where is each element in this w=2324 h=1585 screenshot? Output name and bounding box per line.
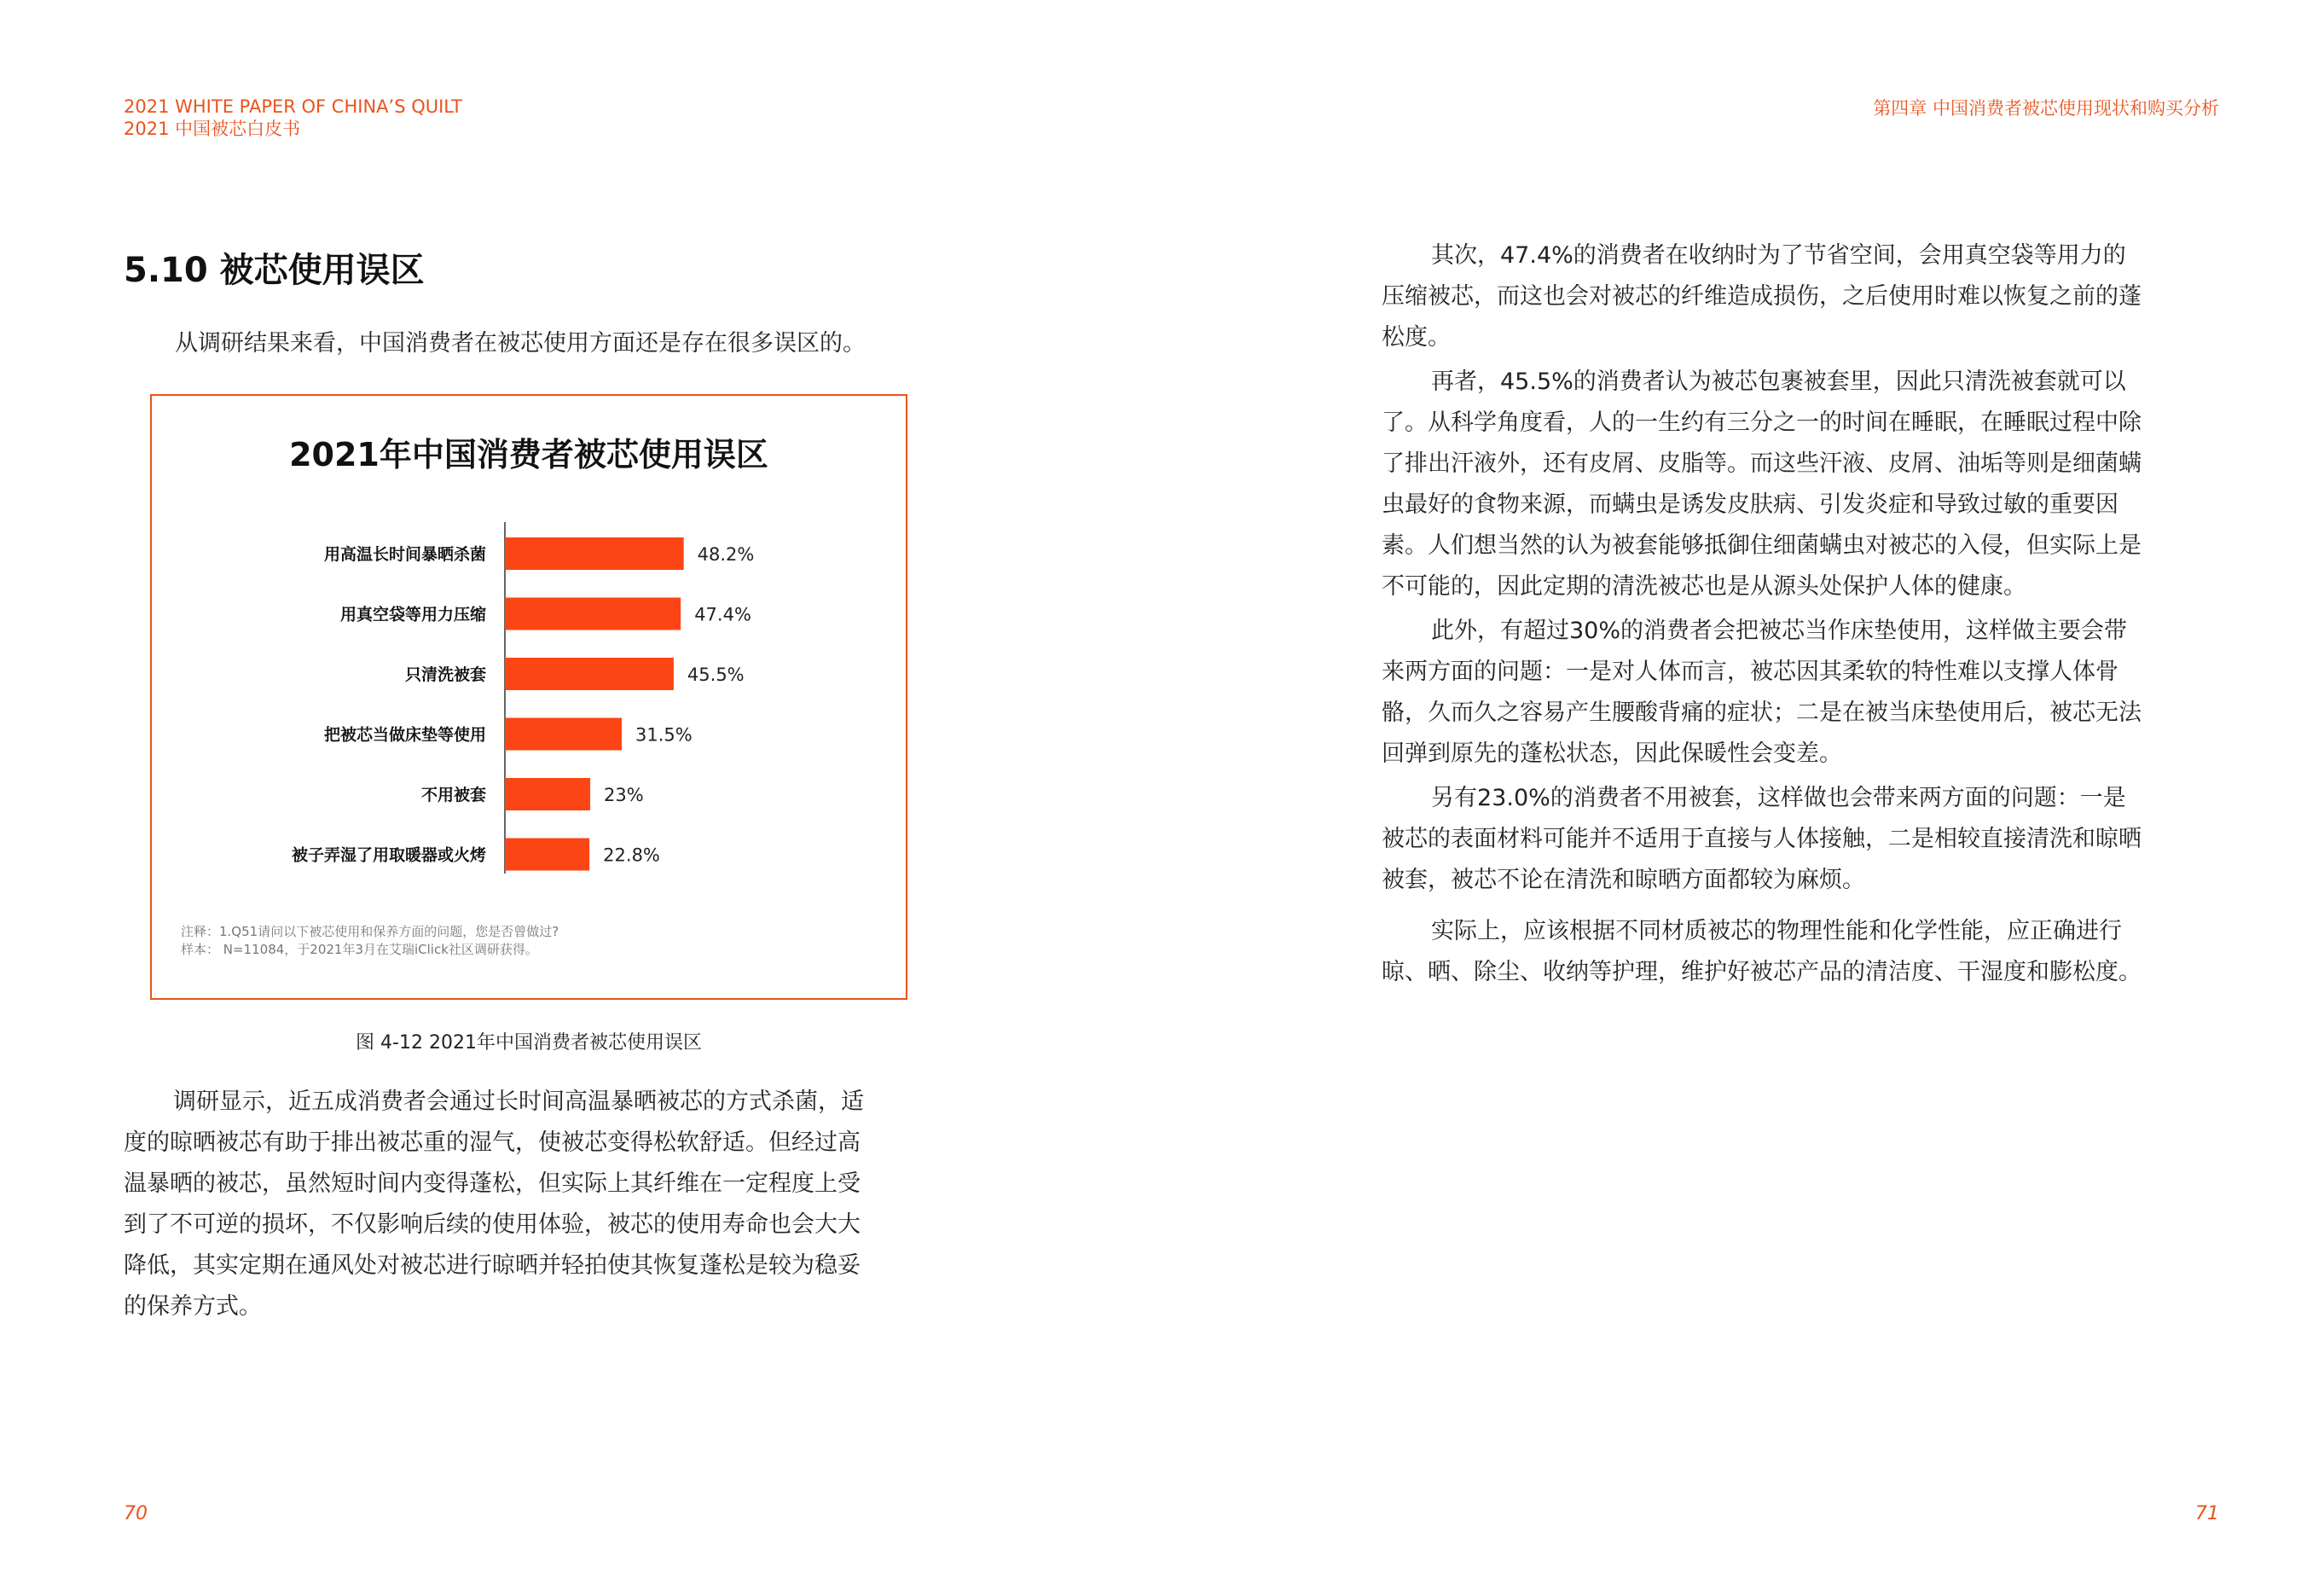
paragraph-line: 来两方面的问题：一是对人体而言，被芯因其柔软的特性难以支撑人体骨 (1382, 659, 2118, 685)
paragraph-line: 其次，47.4%的消费者在收纳时为了节省空间，会用真空袋等用力的 (1431, 242, 2126, 269)
bar-category-label: 只清洗被套 (404, 665, 486, 684)
right-paragraph-3 (1382, 611, 2217, 775)
paragraph-line: 的保养方式。 (124, 1293, 262, 1320)
paragraph-line: 降低，其实定期在通风处对被芯进行晾晒并轻拍使其恢复蓬松是较为稳妥 (124, 1252, 861, 1279)
paragraph-line: 晾、晒、除尘、收纳等护理，维护好被芯产品的清洁度、干湿度和膨松度。 (1382, 959, 2141, 985)
paragraph-line: 了。从科学角度看，人的一生约有三分之一的时间在睡眠，在睡眠过程中除 (1382, 409, 2141, 436)
bar (505, 718, 622, 751)
paragraph-line: 骼，久而久之容易产生腰酸背痛的症状；二是在被当床垫使用后，被芯无法 (1382, 700, 2141, 726)
bar (505, 537, 684, 570)
bar-category-label: 不用被套 (420, 786, 486, 804)
paragraph-line: 调研显示，近五成消费者会通过长时间高温暴晒被芯的方式杀菌，适 (173, 1089, 864, 1115)
bar-value-label: 47.4% (694, 604, 751, 625)
chart-note: 注释：1.Q51请问以下被芯使用和保养方面的问题，您是否曾做过? (181, 924, 559, 939)
chart-frame (150, 394, 907, 1000)
paragraph-line: 了排出汗液外，还有皮屑、皮脂等。而这些汗液、皮屑、油垢等则是细菌螨 (1382, 450, 2141, 477)
bar-category-label: 用真空袋等用力压缩 (339, 605, 486, 624)
paragraph-line: 不可能的，因此定期的清洗被芯也是从源头处保护人体的健康。 (1382, 573, 2026, 600)
paragraph-line: 温暴晒的被芯，虽然短时间内变得蓬松，但实际上其纤维在一定程度上受 (124, 1170, 861, 1197)
bar-category-label: 被子弄湿了用取暖器或火烤 (291, 845, 486, 865)
bar-value-label: 23% (604, 785, 644, 805)
paragraph-line: 素。人们想当然的认为被套能够抵御住细菌螨虫对被芯的入侵，但实际上是 (1382, 532, 2141, 559)
paragraph-line: 此外，有超过30%的消费者会把被芯当作床垫使用，这样做主要会带 (1431, 618, 2128, 644)
header-title-en: 2021 WHITE PAPER OF CHINA’S QUILT (124, 96, 462, 117)
bar (505, 598, 681, 630)
bar-category-label: 把被芯当做床垫等使用 (323, 725, 486, 745)
header-chapter-title: 第四章 中国消费者被芯使用现状和购买分析 (1873, 98, 2219, 119)
bar-value-label: 48.2% (697, 544, 755, 565)
paragraph-line: 回弹到原先的蓬松状态，因此保暖性会变差。 (1382, 740, 1842, 767)
header-left (124, 96, 462, 140)
section-title: 5.10 被芯使用误区 (124, 251, 425, 290)
paragraph-line: 虫最好的食物来源，而螨虫是诱发皮肤病、引发炎症和导致过敏的重要因 (1382, 491, 2118, 518)
right-paragraph-2 (1382, 362, 2217, 607)
chart-sample-note: 样本： N=11084，于2021年3月在艾瑞iClick社区调研获得。 (181, 942, 538, 957)
paragraph-line: 再者，45.5%的消费者认为被芯包裹被套里，因此只清洗被套就可以 (1431, 369, 2126, 395)
header-title-cn: 2021 中国被芯白皮书 (124, 119, 301, 139)
page-number-right: 71 (2195, 1503, 2219, 1524)
paragraph-line: 被套，被芯不论在清洗和晾晒方面都较为麻烦。 (1382, 867, 1865, 893)
bar-chart (152, 396, 906, 998)
bar-value-label: 31.5% (635, 724, 693, 746)
page-number-left: 70 (124, 1503, 148, 1524)
paragraph-line: 压缩被芯，而这也会对被芯的纤维造成损伤，之后使用时难以恢复之前的蓬 (1382, 283, 2141, 310)
right-paragraph-4 (1382, 778, 2217, 901)
bar (505, 839, 589, 871)
bar-value-label: 22.8% (603, 845, 660, 866)
bar (505, 778, 590, 810)
paragraph-line: 实际上，应该根据不同材质被芯的物理性能和化学性能，应正确进行 (1431, 918, 2122, 944)
right-paragraph-5 (1382, 911, 2217, 993)
paragraph-line: 松度。 (1382, 324, 1451, 351)
paragraph-line: 度的晾晒被芯有助于排出被芯重的湿气，使被芯变得松软舒适。但经过高 (124, 1129, 861, 1156)
paragraph-line: 另有23.0%的消费者不用被套，这样做也会带来两方面的问题：一是 (1431, 785, 2126, 811)
paragraph-line: 到了不可逆的损坏，不仅影响后续的使用体验，被芯的使用寿命也会大大 (124, 1211, 861, 1238)
intro-text: 从调研结果来看，中国消费者在被芯使用方面还是存在很多误区的。 (175, 330, 866, 357)
bar (505, 658, 674, 690)
paragraph-line: 被芯的表面材料可能并不适用于直接与人体接触，二是相较直接清洗和晾晒 (1382, 826, 2141, 852)
left-paragraph (124, 1082, 951, 1327)
figure-caption: 图 4-12 2021年中国消费者被芯使用误区 (356, 1032, 702, 1054)
bar-value-label: 45.5% (687, 665, 745, 685)
right-paragraph-1 (1382, 235, 2217, 358)
chart-title: 2021年中国消费者被芯使用误区 (289, 436, 768, 473)
bar-category-label: 用高温长时间暴晒杀菌 (323, 545, 486, 564)
